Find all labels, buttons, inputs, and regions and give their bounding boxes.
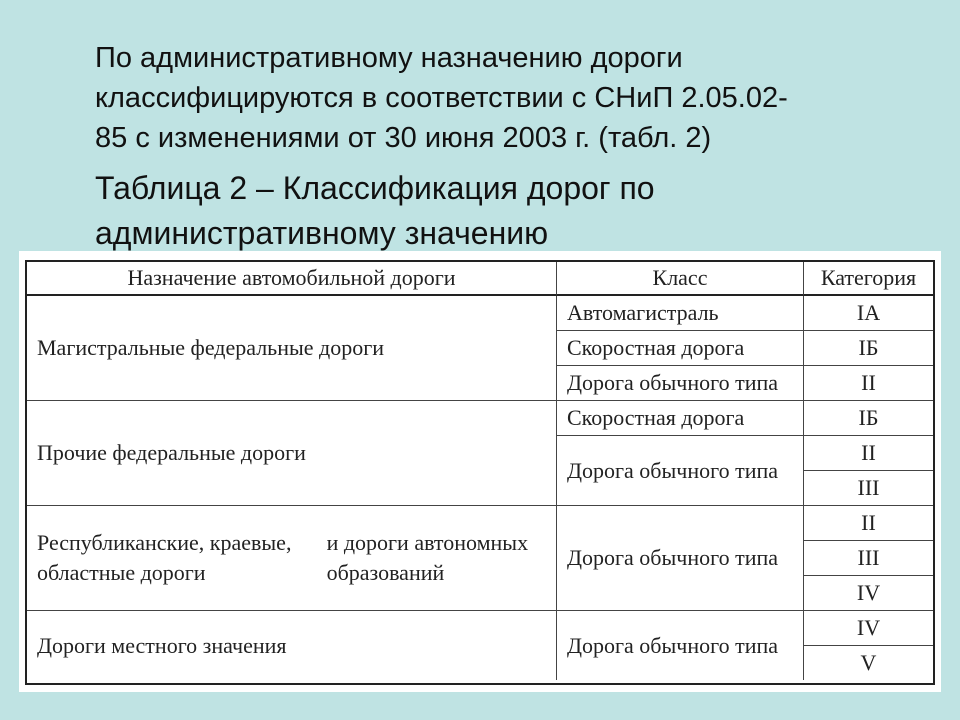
column-header-category: Категория: [804, 262, 933, 296]
road-purpose-cell: [27, 611, 557, 680]
road-class-cell: Автомагистраль: [557, 296, 804, 331]
intro-paragraph: [95, 38, 895, 158]
road-class-cell: Дорога обычного типа: [557, 366, 804, 401]
road-category-cell: II: [804, 436, 933, 471]
road-class-cell: Дорога обычного типа: [557, 506, 804, 611]
road-class-cell: Скоростная дорога: [557, 331, 804, 366]
road-category-cell: II: [804, 506, 933, 541]
road-category-cell: III: [804, 541, 933, 576]
table-caption: [95, 166, 895, 256]
road-category-cell: IV: [804, 576, 933, 611]
road-purpose-cell: [27, 296, 557, 401]
road-category-cell: IV: [804, 611, 933, 646]
road-category-cell: V: [860, 650, 877, 675]
classification-table: [25, 260, 935, 685]
intro-line: По административному назначению дороги: [95, 42, 683, 74]
intro-line: 85 с изменениями от 30 июня 2003 г. (табл. 2): [95, 122, 712, 154]
road-class-cell: Дорога обычного типа: [557, 611, 804, 680]
road-purpose-text: Прочие федеральные дороги: [37, 440, 306, 465]
road-purpose-text: Магистральные федеральные дороги: [37, 335, 385, 360]
road-category-cell: IA: [804, 296, 933, 331]
road-class-cell: Дорога обычного типа: [557, 436, 804, 506]
road-category-cell: IБ: [804, 401, 933, 436]
road-class-cell: Скоростная дорога: [557, 401, 804, 436]
table-image: [19, 251, 941, 692]
road-category-cell: II: [804, 366, 933, 401]
caption-line: административному значению: [95, 215, 549, 251]
road-purpose-text: и дороги автономных образований: [326, 530, 529, 585]
column-header-class: Класс: [557, 262, 804, 296]
caption-line: Таблица 2 – Классификация дорог по: [95, 170, 655, 206]
road-purpose-cell: [27, 506, 557, 611]
column-header-purpose: Назначение автомобильной дороги: [27, 262, 557, 296]
road-purpose-cell: [27, 401, 557, 506]
road-purpose-text: Республиканские, краевые, областные дороги: [37, 530, 292, 585]
road-category-cell: III: [804, 471, 933, 506]
road-category-cell: IБ: [804, 331, 933, 366]
intro-line: классифицируются в соответствии с СНиП 2.05.02-: [95, 82, 788, 114]
road-purpose-text: Дороги местного значения: [37, 632, 287, 658]
